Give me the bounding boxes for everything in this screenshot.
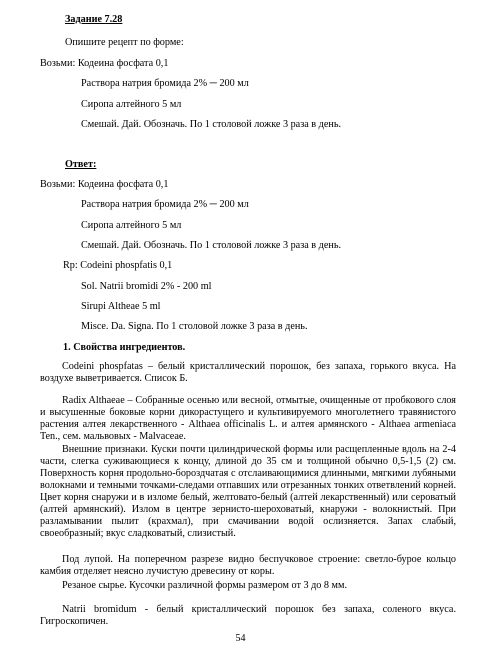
answer-title: Ответ: [65,159,97,170]
paragraph-cut-material: Резаное сырье. Кусочки различной формы размером от 3 до 8 мм. [62,580,347,591]
page-number: 54 [235,633,246,644]
paragraph-codeine: Codeini phospfatas – белый кристаллический порошок, без запаха, горького вкуса. На воздухе выветривается. Список Б. [40,361,456,384]
latin-rx-line-2: Sol. Natrii bromidi 2% - 200 ml [81,281,212,292]
paragraph-natrii-bromidum: Natrii bromidum - белый кристаллический порошок без запаха, соленого вкуса. Гигроскопичен. [40,604,456,627]
paragraph-external-features: Внешние признаки. Куски почти цилиндрической формы или расщепленные вдоль на 2-4 части, слегка суживающиеся к концу, длиной до 35 см и толщиной обычно 0,5-1,5 (2) см. Поверхность корня продольно-бороздчатая с отслаивающимися длинными, мягкими лубяными волокнами и темными точками-следами отпавших или отрезанных тонких ответвлений корней. Цвет корня снаружи и в изломе белый, желтовато-белый (алтей лекарственный) или сероватый (алтей армянский). Излом в центре зернисто-шероховатый, кнаружи - волокнистый. При разламывании пылит (крахмал), при смачивании водой ослизняется. Запах слабый, своеобразный; вкус сладковатый, слизистый. [40,444,456,539]
paragraph-radix-althaeae: Radix Althaeae – Собранные осенью или весной, отмытые, очищенные от пробкового слоя и высушенные боковые корни дикорастущего и культивируемого многолетнего травянистого растения алтея лекарственного - Althaea officinalis L. и алтея армянского - Althaea armeniaca Ten., сем. мальвовых - Malvaceae. [40,395,456,442]
latin-rx-line-4: Misce. Da. Signa. По 1 столовой ложке 3 раза в день. [81,321,308,332]
answer-rx-line-3: Сиропа алтейного 5 мл [81,220,182,231]
task-instruction: Опишите рецепт по форме: [65,37,184,48]
answer-rx-line-1: Возьми: Кодеина фосфата 0,1 [40,179,169,190]
task-title: Задание 7.28 [65,14,123,25]
task-rx-line-3: Сиропа алтейного 5 мл [81,99,182,110]
latin-rx-line-1: Rp: Codeini phospfatis 0,1 [63,260,173,271]
section-heading: 1. Свойства ингредиентов. [63,342,186,353]
task-rx-line-1: Возьми: Кодеина фосфата 0,1 [40,58,169,69]
task-rx-line-4: Смешай. Дай. Обозначь. По 1 столовой ложке 3 раза в день. [81,119,342,130]
latin-rx-line-3: Sirupi Altheae 5 ml [81,301,161,312]
answer-rx-line-2: Раствора натрия бромида 2% ─ 200 мл [81,199,249,210]
task-rx-line-2: Раствора натрия бромида 2% ─ 200 мл [81,78,249,89]
paragraph-under-magnifier: Под лупой. На поперечном разрезе видно беспучковое строение: светло-бурое кольцо камбия отделяет неясно лучистую древесину от коры. [40,554,456,577]
answer-rx-line-4: Смешай. Дай. Обозначь. По 1 столовой ложке 3 раза в день. [81,240,342,251]
